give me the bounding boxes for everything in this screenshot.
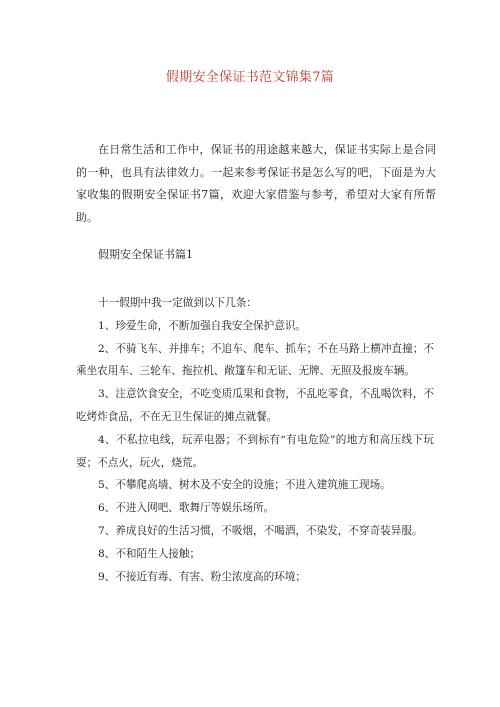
guarantee-list [76,292,434,588]
list-item: 5、不攀爬高墙、树木及不安全的设施；不进入建筑施工现场。 [98,479,391,492]
intro-paragraph: 在日常生活和工作中，保证书的用途越来越大，保证书实际上是合同的一种，也具有法律效力。一起来参考保证书是怎么写的吧，下面是为大家收集的假期安全保证书7篇，欢迎大家借鉴与参考，希望对大家有所帮助。 [76,143,436,224]
document-title: 假期安全保证书范文锦集7篇 [165,70,335,85]
list-item: 1、珍爱生命，不断加强自我安全保护意识。 [98,319,307,332]
list-item: 9、不接近有毒、有害、粉尘浓度高的环境； [98,570,307,583]
list-item: 3、注意饮食安全，不吃变质瓜果和食物，不乱吃零食，不乱喝饮料，不吃烤炸食品，不在无卫生保证的摊点就餐。 [76,388,434,423]
list-item: 2、不骑飞车、并排车；不追车、爬车、抓车；不在马路上横冲直撞；不乘坐农用车、三轮车、拖拉机、敞篷车和无证、无牌、无照及报废车辆。 [76,342,434,378]
list-item: 6、不进入网吧、歌舞厅等娱乐场所。 [98,502,275,515]
list-item: 十一假期中我一定做到以下几条： [98,297,257,309]
section-heading: 假期安全保证书篇1 [98,248,193,261]
list-item: 8、不和陌生人接触； [98,547,201,560]
list-item: 7、养成良好的生活习惯，不吸烟，不喝酒，不染发，不穿奇装异服。 [98,524,423,537]
list-item: 4、不私拉电线，玩弄电器；不到标有“有电危险”的地方和高压线下玩耍；不点火，玩火，烧荒。 [76,433,434,469]
